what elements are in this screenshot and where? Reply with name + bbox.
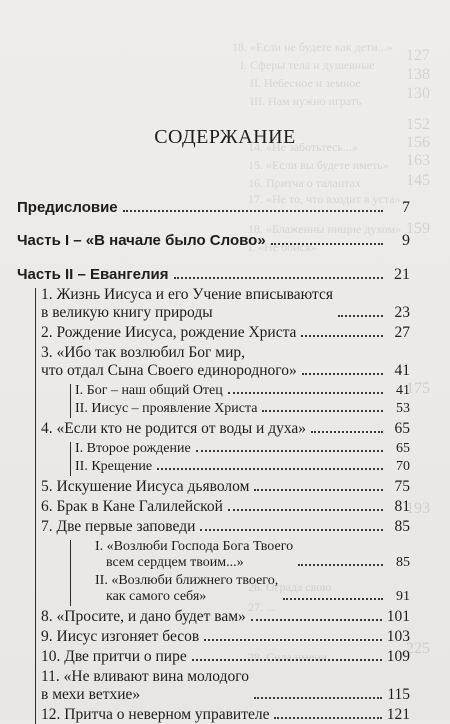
toc-entry-title: 12. Притча о неверном управителе (41, 706, 270, 723)
toc-entry-chapter (41, 286, 410, 322)
toc-entry-title: I. «Возлюби Господа Бога Твоего всем сердцем твоим...» (95, 539, 294, 570)
toc-page-number: 53 (396, 401, 410, 416)
toc-page-number: 121 (386, 706, 410, 723)
page-title: СОДЕРЖАНИЕ (154, 126, 296, 148)
toc-page-number: 7 (402, 199, 410, 216)
dot-leader (192, 659, 382, 661)
dot-leader (204, 639, 382, 641)
subsection-bracket-line (70, 540, 71, 606)
dot-leader (311, 431, 383, 433)
toc-page-number: 101 (386, 608, 410, 625)
dot-leader (251, 619, 382, 621)
toc-entry-part-2 (17, 266, 410, 284)
toc-entry-title: II. Крещение (75, 459, 153, 474)
toc-entry-title: 6. Брак в Кане Галилейской (41, 498, 223, 515)
toc-entry-title: 5. Искушение Иисуса дьяволом (41, 478, 250, 495)
toc-entry-chapter (41, 608, 410, 626)
toc-entry-part-1 (17, 232, 410, 250)
toc-entry-title: Предисловие (17, 199, 118, 216)
dot-leader (283, 598, 383, 600)
toc-entry-title: 11. «Не вливают вина молодого в мехи ветхие» (41, 668, 249, 703)
toc-page-number: 115 (387, 686, 410, 703)
toc-page-number: 81 (394, 498, 410, 515)
toc-entry-title: 2. Рождение Иисуса, рождение Христа (41, 324, 297, 341)
toc-page-number: 65 (394, 420, 410, 437)
toc-entry-subsection (95, 573, 410, 605)
toc-page-number: 85 (394, 518, 410, 535)
toc-entry-title: 3. «Ибо так возлюбил Бог мир, что отдал Сына Своего единородного» (41, 344, 297, 379)
dot-leader (228, 392, 383, 394)
toc-page-number: 70 (396, 459, 410, 474)
toc-page-number: 23 (394, 304, 410, 321)
toc-entry-subsection (95, 539, 410, 571)
dot-leader (196, 450, 383, 452)
toc-entry-subsection (75, 441, 410, 457)
toc-entry-title: I. Второе рождение (75, 441, 191, 456)
dot-leader (174, 277, 384, 279)
dot-leader (200, 529, 383, 531)
dot-leader (262, 410, 383, 412)
toc-entry-title: 1. Жизнь Иисуса и его Учение вписываются в великую книгу природы (41, 286, 333, 321)
toc-entry-chapter (41, 498, 410, 516)
dot-leader (123, 210, 383, 212)
toc-entry-chapter (41, 518, 410, 536)
toc-page-number: 27 (394, 324, 410, 341)
toc-entry-chapter (41, 648, 410, 666)
toc-entry-preface (17, 199, 410, 217)
toc-entry-chapter (41, 706, 410, 724)
toc-entry-chapter (41, 420, 410, 438)
toc-entry-title: 8. «Просите, и дано будет вам» (41, 608, 246, 625)
toc-entry-title: I. Бог – наш общий Отец (75, 383, 223, 398)
toc-page-number: 103 (386, 628, 410, 645)
toc-page-number: 21 (394, 266, 410, 283)
toc-entry-subsection (75, 459, 410, 475)
subsection-bracket-line (70, 442, 71, 476)
dot-leader (254, 697, 382, 699)
toc-page-number: 65 (396, 441, 410, 456)
dot-leader (298, 564, 383, 566)
toc-entry-title: Часть II – Евангелия (17, 266, 169, 283)
dot-leader (301, 335, 383, 337)
dot-leader (302, 373, 383, 375)
toc-entry-chapter (41, 344, 410, 380)
toc-page-number: 109 (386, 648, 410, 665)
toc-entry-chapter (41, 324, 410, 342)
toc-entry-chapter (41, 668, 410, 704)
subsection-bracket-line (70, 384, 71, 418)
toc-entry-chapter (41, 628, 410, 646)
section-bracket-line (35, 288, 36, 724)
toc-entry-title: II. Иисус – проявление Христа (75, 401, 258, 416)
toc-entry-title: 9. Иисус изгоняет бесов (41, 628, 200, 645)
toc-entry-title: 4. «Если кто не родится от воды и духа» (41, 420, 307, 437)
toc-page-number: 41 (394, 362, 410, 379)
toc-page-number: 9 (402, 232, 410, 249)
book-page: 18. «Если не будете как дети...» I. Сферы тела и душевные II. Небесное и земное III. Нам нужно играть 14. «Не заботьтесь...» 15. «Если вы будете иметь» 16. Притча о талантах 17. «Не то, что входит в уста» 18. «Блаженны нищие духом» I. «Не бойся» 26. Ограда свою 27. ... 28. Сила имени 127 138 130 152 156 163 145 159 175 193 225 СОДЕРЖАНИЕ Предисловие 7 Часть I – «В начале было Слово» 9 Часть II – Евангелия 21 1. Жизнь Иисуса и его Учение вписываются в великую книгу природы 23 2. Рождение Иисуса, рождение Христа 27 3. «Ибо так возлюбил Бог мир, что отдал Сына Своего единородного» 41 I. Бог – наш общий Отец 41 II. Иисус – проявление Христа 53 4. «Если кто не родится от воды и духа» 65 I. Второе рождение 65 II. Крещение 70 5. Искушение Иисуса дьяволом 75 6. Брак в Кане Галилейской 81 7. Две первые заповеди 85 I. «Возлюби Господа Бога Твоего всем сердцем твоим...» 85 II. «Возлюби ближнего твоего, как самого себя» 91 8. «Просите, и дано будет вам» 101 9. Иисус изгоняет бесов 103 10. Две притчи о пире 109 11. «Не вливают вина молодого в мехи ветхие» 115 12. Притча о неверном управителе 121 (0, 0, 450, 720)
dot-leader (338, 315, 383, 317)
toc-entry-title: Часть I – «В начале было Слово» (17, 232, 266, 249)
dot-leader (157, 468, 383, 470)
dot-leader (254, 489, 383, 491)
dot-leader (228, 509, 383, 511)
toc-entry-chapter (41, 478, 410, 496)
toc-page-number: 91 (396, 589, 410, 604)
toc-page-number: 41 (396, 383, 410, 398)
toc-page-number: 75 (394, 478, 410, 495)
toc-entry-title: II. «Возлюби ближнего твоего, как самого себя» (95, 573, 279, 604)
toc-entry-title: 7. Две первые заповеди (41, 518, 196, 535)
toc-entry-subsection (75, 401, 410, 417)
toc-entry-title: 10. Две притчи о пире (41, 648, 187, 665)
toc-entry-subsection (75, 383, 410, 399)
dot-leader (271, 243, 383, 245)
toc-page-number: 85 (396, 555, 410, 570)
dot-leader (274, 717, 381, 719)
